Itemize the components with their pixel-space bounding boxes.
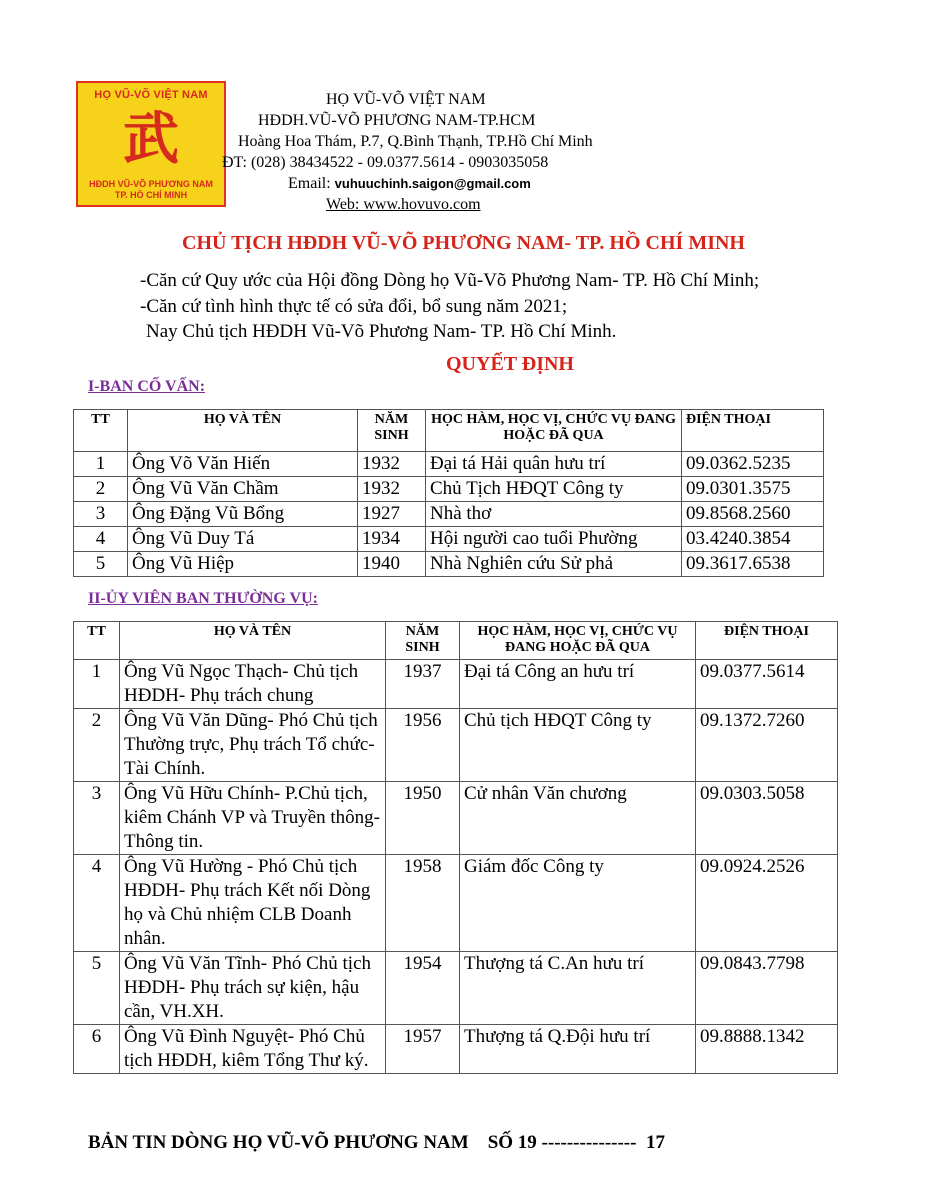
cell-year: 1927 [358, 502, 426, 527]
header-branch: HĐDH.VŨ-VÕ PHƯƠNG NAM-TP.HCM [258, 112, 536, 129]
cell-tt: 4 [74, 527, 128, 552]
cell-year: 1954 [386, 952, 460, 1025]
table-row [74, 502, 824, 527]
logo-bottom-line2: TP. HỒ CHÍ MINH [114, 190, 188, 200]
cell-phone: 09.0843.7798 [696, 952, 838, 1025]
header-org: HỌ VŨ-VÕ VIỆT NAM [326, 91, 486, 108]
table-row [74, 477, 824, 502]
cell-phone: 03.4240.3854 [682, 527, 824, 552]
cell-name: Ông Vũ Duy Tá [128, 527, 358, 552]
cell-name: Ông Vũ Văn Tĩnh- Phó Chủ tịch HĐDH- Phụ trách sự kiện, hậu cần, VH.XH. [120, 952, 386, 1025]
cell-year: 1937 [386, 660, 460, 709]
cell-phone: 09.8888.1342 [696, 1025, 838, 1074]
section2-heading: II-ỦY VIÊN BAN THƯỜNG VỤ: [88, 590, 318, 607]
advisors-table [73, 409, 824, 577]
cell-year: 1932 [358, 477, 426, 502]
col-header-tt: TT [74, 410, 128, 452]
cell-name: Ông Vũ Ngọc Thạch- Chủ tịch HĐDH- Phụ trách chung [120, 660, 386, 709]
logo-bottom-line1: HĐDH VŨ-VÕ PHƯƠNG NAM [89, 179, 213, 189]
cell-title: Hội người cao tuổi Phường [426, 527, 682, 552]
cell-phone: 09.0303.5058 [696, 782, 838, 855]
col-header-year: NĂM SINH [358, 410, 426, 452]
cell-tt: 3 [74, 782, 120, 855]
page-footer: BẢN TIN DÒNG HỌ VŨ-VÕ PHƯƠNG NAM SỐ 19 --------------- 17 [88, 1132, 665, 1153]
col-header-name: HỌ VÀ TÊN [120, 622, 386, 660]
cell-name: Ông Vũ Hường - Phó Chủ tịch HĐDH- Phụ trách Kết nối Dòng họ và Chủ nhiệm CLB Doanh nhân. [120, 855, 386, 952]
cell-phone: 09.0924.2526 [696, 855, 838, 952]
cell-year: 1932 [358, 452, 426, 477]
table-header-row [74, 410, 824, 452]
col-header-title: HỌC HÀM, HỌC VỊ, CHỨC VỤ ĐANG HOẶC ĐÃ QUA [426, 410, 682, 452]
col-header-year: NĂM SINH [386, 622, 460, 660]
cell-tt: 6 [74, 1025, 120, 1074]
cell-title: Đại tá Công an hưu trí [460, 660, 696, 709]
header-email [288, 175, 531, 193]
table-header-row [74, 622, 838, 660]
table-row [74, 782, 838, 855]
cell-title: Chủ Tịch HĐQT Công ty [426, 477, 682, 502]
cell-title: Thượng tá Q.Đội hưu trí [460, 1025, 696, 1074]
col-header-name: HỌ VÀ TÊN [128, 410, 358, 452]
table-row [74, 952, 838, 1025]
basis-line-3: Nay Chủ tịch HĐDH Vũ-Võ Phương Nam- TP. Hồ Chí Minh. [146, 321, 617, 342]
section1-heading: I-BAN CỐ VẤN: [88, 378, 206, 395]
cell-phone: 09.0362.5235 [682, 452, 824, 477]
table-row [74, 452, 824, 477]
cell-name: Ông Đặng Vũ Bổng [128, 502, 358, 527]
cell-phone: 09.1372.7260 [696, 709, 838, 782]
cell-title: Giám đốc Công ty [460, 855, 696, 952]
table-row [74, 1025, 838, 1074]
standing-committee-table [73, 621, 838, 1074]
cell-name: Ông Vũ Hiệp [128, 552, 358, 577]
cell-phone: 09.3617.6538 [682, 552, 824, 577]
table-row [74, 855, 838, 952]
table-row [74, 660, 838, 709]
header-email-value[interactable]: vuhuuchinh.saigon@gmail.com [334, 176, 531, 191]
cell-year: 1958 [386, 855, 460, 952]
cell-year: 1940 [358, 552, 426, 577]
cell-title: Thượng tá C.An hưu trí [460, 952, 696, 1025]
col-header-phone: ĐIỆN THOẠI [682, 410, 824, 452]
table-row [74, 527, 824, 552]
header-email-label: Email: [288, 175, 331, 192]
cell-tt: 2 [74, 477, 128, 502]
cell-tt: 5 [74, 952, 120, 1025]
decision-heading: QUYẾT ĐỊNH [446, 353, 574, 375]
logo [76, 81, 226, 207]
col-header-title: HỌC HÀM, HỌC VỊ, CHỨC VỤ ĐANG HOẶC ĐÃ QUA [460, 622, 696, 660]
cell-tt: 2 [74, 709, 120, 782]
cell-phone: 09.8568.2560 [682, 502, 824, 527]
basis-line-2: -Căn cứ tình hình thực tế có sửa đổi, bổ sung năm 2021; [140, 296, 568, 317]
cell-title: Cử nhân Văn chương [460, 782, 696, 855]
table-row [74, 709, 838, 782]
logo-glyph: 武 [123, 107, 179, 172]
cell-phone: 09.0301.3575 [682, 477, 824, 502]
cell-title: Nhà thơ [426, 502, 682, 527]
cell-name: Ông Vũ Hữu Chính- P.Chủ tịch, kiêm Chánh VP và Truyền thông- Thông tin. [120, 782, 386, 855]
cell-tt: 5 [74, 552, 128, 577]
cell-year: 1934 [358, 527, 426, 552]
cell-name: Ông Võ Văn Hiến [128, 452, 358, 477]
basis-line-1: -Căn cứ Quy ước của Hội đồng Dòng họ Vũ-Võ Phương Nam- TP. Hồ Chí Minh; [140, 270, 760, 291]
cell-phone: 09.0377.5614 [696, 660, 838, 709]
col-header-phone: ĐIỆN THOẠI [696, 622, 838, 660]
cell-title: Chủ tịch HĐQT Công ty [460, 709, 696, 782]
cell-name: Ông Vũ Văn Dũng- Phó Chủ tịch Thường trực, Phụ trách Tổ chức- Tài Chính. [120, 709, 386, 782]
cell-name: Ông Vũ Văn Chầm [128, 477, 358, 502]
cell-name: Ông Vũ Đình Nguyệt- Phó Chủ tịch HĐDH, kiêm Tổng Thư ký. [120, 1025, 386, 1074]
logo-top-text: HỌ VŨ-VÕ VIỆT NAM [94, 89, 208, 101]
header-phone: ĐT: (028) 38434522 - 09.0377.5614 - 0903035058 [222, 154, 549, 171]
cell-tt: 1 [74, 660, 120, 709]
cell-tt: 1 [74, 452, 128, 477]
header-web[interactable]: Web: www.hovuvo.com [326, 196, 481, 213]
cell-tt: 4 [74, 855, 120, 952]
header-address: Hoàng Hoa Thám, P.7, Q.Bình Thạnh, TP.Hồ Chí Minh [238, 133, 593, 150]
col-header-tt: TT [74, 622, 120, 660]
cell-year: 1956 [386, 709, 460, 782]
cell-title: Nhà Nghiên cứu Sử phả [426, 552, 682, 577]
cell-title: Đại tá Hải quân hưu trí [426, 452, 682, 477]
table-row [74, 552, 824, 577]
cell-tt: 3 [74, 502, 128, 527]
cell-year: 1950 [386, 782, 460, 855]
page-title: CHỦ TỊCH HĐDH VŨ-VÕ PHƯƠNG NAM- TP. HỒ CHÍ MINH [182, 232, 745, 254]
cell-year: 1957 [386, 1025, 460, 1074]
